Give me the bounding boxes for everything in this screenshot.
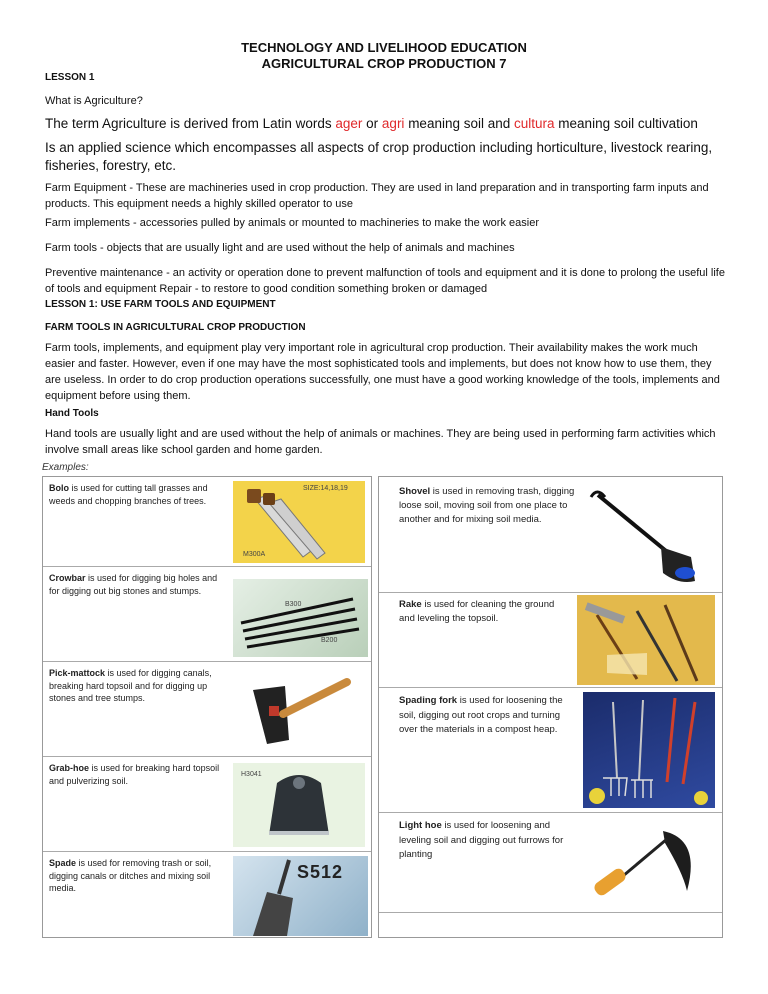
- spade-code-label: S512: [297, 862, 344, 882]
- crowbar-image: [233, 579, 368, 657]
- tool-description: is used for loosening the soil, digging out root crops and turning over the materials in a compost heap.: [399, 695, 563, 735]
- tool-description: is used for removing trash or soil, digging canals or ditches and mixing soil media.: [49, 858, 212, 893]
- shovel-image: [583, 487, 711, 585]
- grab-hoe-image: [233, 763, 365, 847]
- tool-description: is used in removing trash, digging loose soil, moving soil from one place to another and for mixing soil media.: [399, 486, 575, 525]
- light-hoe-image: [583, 821, 715, 909]
- rake-image: [577, 595, 715, 685]
- hand-tools-body: Hand tools are usually light and are used without the help of animals or machines. They are being used in performing farm activities which involve small areas like school garden and home garden.: [45, 428, 716, 456]
- tool-name: Bolo: [49, 483, 69, 493]
- tool-caption: [49, 667, 229, 705]
- latin-word-ager: ager: [335, 116, 363, 131]
- tool-caption: [49, 857, 229, 895]
- tool-name: Light hoe: [399, 820, 442, 831]
- pick-mattock-image: [243, 670, 353, 750]
- tool-description: is used for breaking hard topsoil and pulverizing soil.: [49, 763, 220, 786]
- tool-caption: [399, 485, 579, 527]
- hand-tools-heading: Hand Tools: [45, 408, 99, 419]
- definition-paragraph: [45, 115, 745, 133]
- tool-row-grab-hoe: [43, 757, 371, 852]
- tool-row-shovel: [379, 477, 722, 593]
- definition-text: The term Agriculture is derived from Latin words: [45, 116, 336, 131]
- lesson-label: LESSON 1: [45, 72, 95, 83]
- tool-name: Spade: [49, 858, 77, 868]
- tool-row-spade: [43, 852, 371, 938]
- tool-caption: [49, 762, 229, 787]
- farm-equipment-paragraph: Farm Equipment - These are machineries used in crop production. They are used in land preparation and in transporting farm inputs and products. This equipment needs a highly skilled operator to use: [45, 182, 709, 210]
- lesson-heading: LESSON 1: USE FARM TOOLS AND EQUIPMENT: [45, 299, 276, 310]
- tool-caption: [399, 694, 579, 738]
- tool-caption: [399, 598, 569, 626]
- tool-name: Spading fork: [399, 695, 458, 706]
- definition-text: or: [362, 116, 382, 131]
- section-body: Farm tools, implements, and equipment play very important role in agricultural crop production. Their availability makes the work much easier and faster. However, even if one may have the most sophisticated tools and implements, but does not know how to use them, they are useless. In order to do crop production operations successfully, one must have a good working knowledge of the tools, implements and equipment before using them.: [45, 342, 720, 402]
- tool-row-pick-mattock: [43, 662, 371, 757]
- section-heading: FARM TOOLS IN AGRICULTURAL CROP PRODUCTION: [45, 322, 306, 333]
- tool-description: is used for cleaning the ground and leveling the topsoil.: [399, 599, 555, 624]
- examples-label: Examples:: [42, 462, 89, 473]
- farm-implements-paragraph: Farm implements - accessories pulled by animals or mounted to machineries to make the work easier: [45, 217, 539, 229]
- tool-name: Crowbar: [49, 573, 86, 583]
- tool-caption: [399, 819, 579, 863]
- grab-hoe-code-label: H3041: [241, 771, 262, 778]
- tool-row-spading-fork: [379, 688, 722, 813]
- document-title-line2: AGRICULTURAL CROP PRODUCTION 7: [261, 56, 507, 71]
- definition-text: meaning soil and: [404, 116, 515, 131]
- tool-name: Pick-mattock: [49, 668, 106, 678]
- preventive-maintenance-paragraph: Preventive maintenance - an activity or operation done to prevent malfunction of tools and equipment and it is done to prolong the useful life of tools and equipment Repair - to restore to good condition something broken or damaged: [45, 267, 725, 295]
- spading-fork-image: [583, 692, 715, 808]
- bolo-image: [233, 481, 365, 563]
- tool-row-bolo: [43, 477, 371, 567]
- bolo-code-label: M300A: [243, 551, 266, 558]
- right-tools-table: [378, 476, 723, 938]
- tool-description: is used for loosening and leveling soil and digging out furrows for planting: [399, 820, 564, 860]
- question-text: What is Agriculture?: [45, 95, 143, 107]
- tool-caption: [49, 572, 229, 597]
- farm-tools-paragraph: Farm tools - objects that are usually light and are used without the help of animals and machines: [45, 242, 515, 254]
- spade-image: [233, 856, 368, 936]
- left-tools-table: [42, 476, 372, 938]
- bolo-size-label: SIZE:14,18,19: [303, 485, 348, 492]
- definition-text: meaning soil cultivation: [554, 116, 698, 131]
- latin-word-cultura: cultura: [514, 116, 555, 131]
- document-title-line1: TECHNOLOGY AND LIVELIHOOD EDUCATION: [241, 40, 527, 55]
- tool-row-crowbar: [43, 567, 371, 662]
- tool-name: Shovel: [399, 486, 431, 497]
- crowbar-label-b200: B200: [321, 637, 338, 644]
- tool-description: is used for cutting tall grasses and weeds and chopping branches of trees.: [49, 483, 208, 506]
- latin-word-agri: agri: [381, 116, 405, 131]
- applied-science-paragraph: Is an applied science which encompasses all aspects of crop production including horticulture, livestock rearing, fisheries, forestry, etc.: [45, 140, 713, 173]
- tool-description: is used for digging big holes and for digging out big stones and stumps.: [49, 573, 218, 596]
- tool-description: is used for digging canals, breaking hard topsoil and for digging up stones and tree stumps.: [49, 668, 212, 703]
- tool-row-light-hoe: [379, 813, 722, 913]
- tool-row-rake: [379, 593, 722, 688]
- tool-name: Grab-hoe: [49, 763, 90, 773]
- crowbar-label-b300: B300: [285, 601, 302, 608]
- tool-name: Rake: [399, 599, 422, 610]
- tool-caption: [49, 482, 229, 507]
